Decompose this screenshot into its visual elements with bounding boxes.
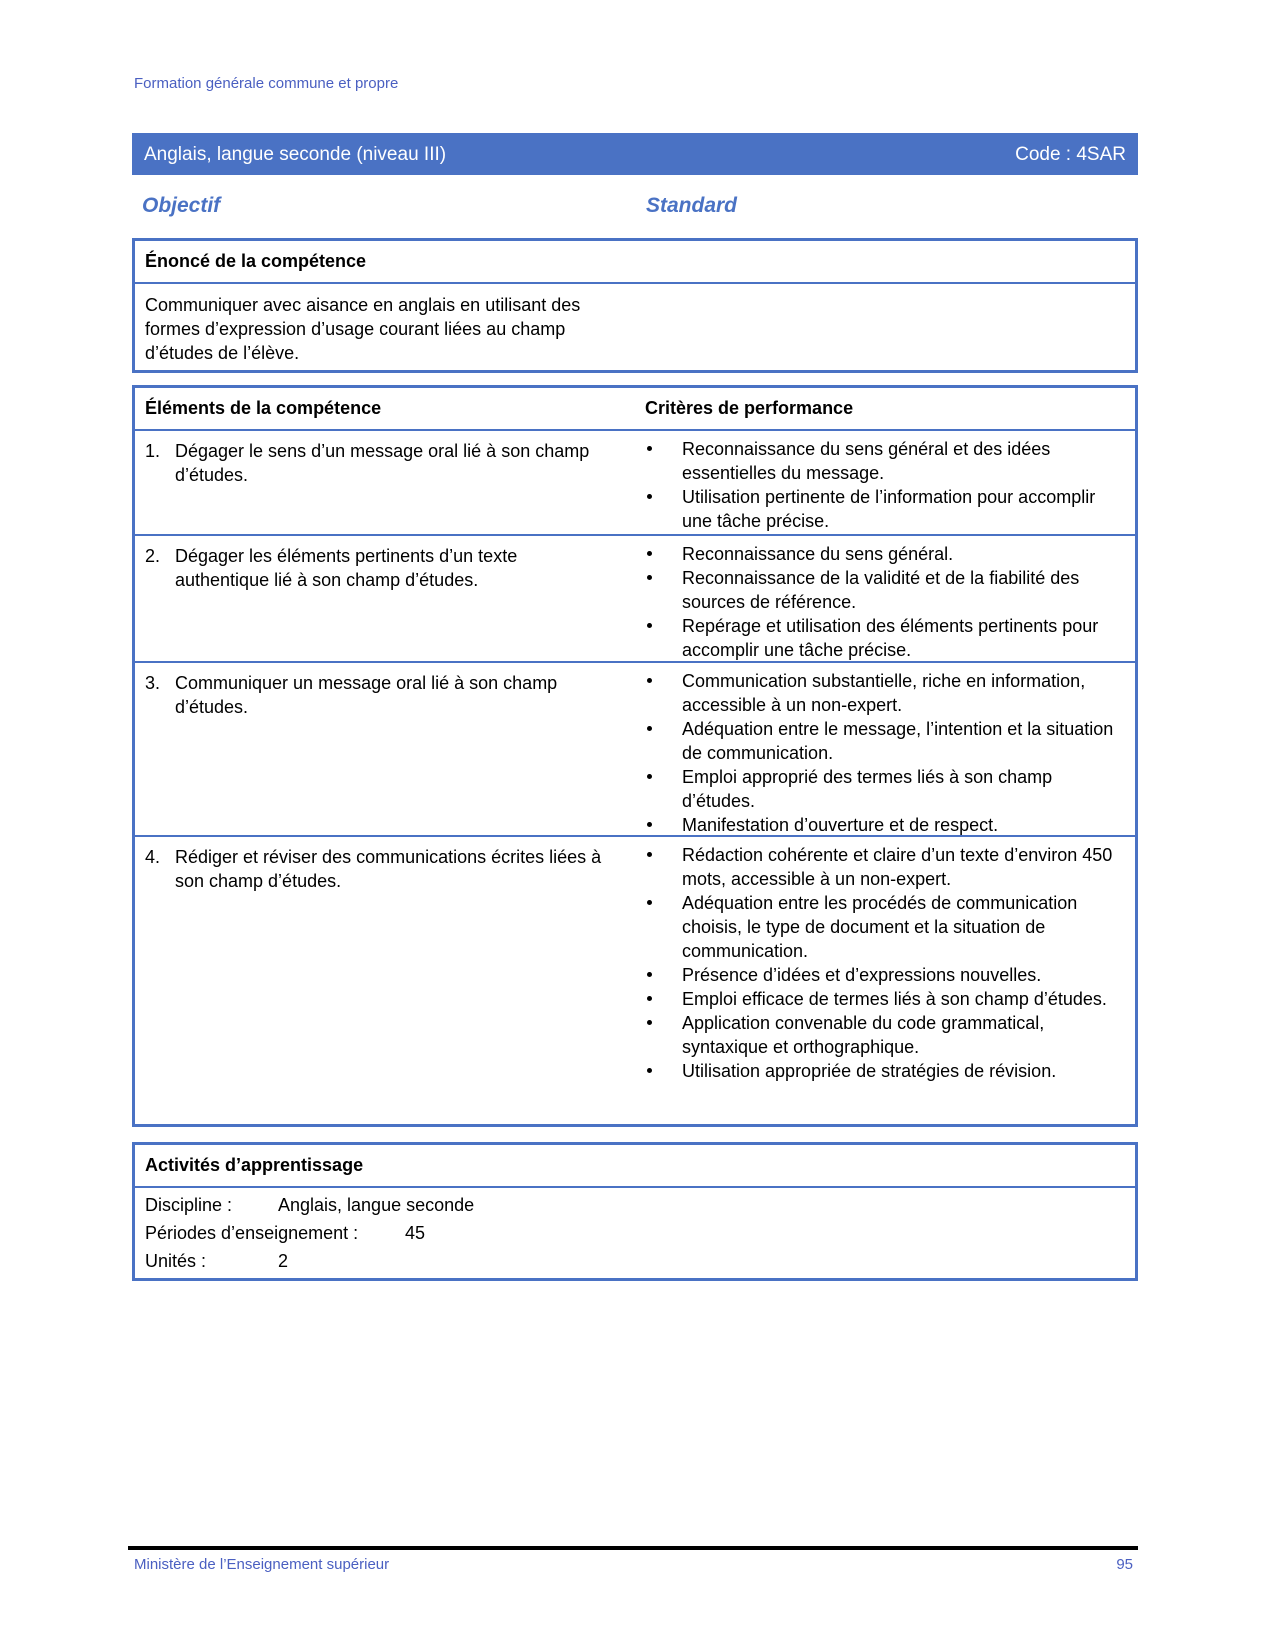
bullet-icon <box>647 575 652 580</box>
criterion-item <box>645 437 1125 485</box>
criterion-item <box>645 717 1125 765</box>
element-text: Communiquer un message oral lié à son champ d’études. <box>175 673 558 717</box>
element-row <box>135 431 1135 536</box>
element-text: Rédiger et réviser des communications écrites liées à son champ d’études. <box>175 847 602 891</box>
footer-ministry: Ministère de l’Enseignement supérieur <box>134 1556 390 1573</box>
criteria-list <box>645 437 1125 533</box>
footer-rule <box>128 1546 1138 1550</box>
page-number: 95 <box>1116 1556 1133 1573</box>
discipline-value: Anglais, langue seconde <box>278 1195 475 1215</box>
criterion-item <box>645 566 1125 614</box>
element-text: Dégager les éléments pertinents d’un texte authentique lié à son champ d’études. <box>175 546 518 590</box>
criterion-text: Emploi efficace de termes liés à son champ d’études. <box>682 989 1107 1009</box>
bullet-icon <box>647 678 652 683</box>
criterion-item <box>645 1059 1125 1083</box>
criterion-text: Rédaction cohérente et claire d’un texte d’environ 450 mots, accessible à un non-expert. <box>682 845 1113 889</box>
element-number: 4. <box>145 847 161 867</box>
bullet-icon <box>647 900 652 905</box>
element-number: 1. <box>145 441 161 461</box>
criterion-text: Reconnaissance de la validité et de la fiabilité des sources de référence. <box>682 568 1080 612</box>
elements-header <box>135 388 1135 431</box>
bullet-icon <box>647 623 652 628</box>
criterion-item <box>645 669 1125 717</box>
criteria-list <box>645 542 1125 662</box>
element-text: Dégager le sens d’un message oral lié à son champ d’études. <box>175 441 590 485</box>
criterion-item <box>645 1011 1125 1059</box>
criterion-text: Présence d’idées et d’expressions nouvelles. <box>682 965 1042 985</box>
criterion-item <box>645 843 1125 891</box>
criterion-item <box>645 987 1125 1011</box>
standard-label: Standard <box>646 194 738 217</box>
bullet-icon <box>647 726 652 731</box>
element-description <box>145 671 615 719</box>
objectif-label: Objectif <box>142 194 221 217</box>
unites-label: Unités : <box>145 1251 207 1271</box>
bullet-icon <box>647 852 652 857</box>
criterion-text: Manifestation d’ouverture et de respect. <box>682 815 999 835</box>
criterion-text: Utilisation pertinente de l’information pour accomplir une tâche précise. <box>682 487 1096 531</box>
criterion-text: Repérage et utilisation des éléments pertinents pour accomplir une tâche précise. <box>682 616 1099 660</box>
criteria-list <box>645 843 1125 1083</box>
element-description <box>145 439 615 487</box>
element-number: 2. <box>145 546 161 566</box>
criterion-item <box>645 485 1125 533</box>
element-description <box>145 544 615 592</box>
bullet-icon <box>647 774 652 779</box>
enonce-box <box>132 238 1138 373</box>
bullet-icon <box>647 822 652 827</box>
element-row <box>135 536 1135 663</box>
element-rows <box>135 431 1135 1114</box>
criterion-text: Application convenable du code grammatical, syntaxique et orthographique. <box>682 1013 1045 1057</box>
discipline-line <box>135 1191 1135 1219</box>
element-description <box>145 845 615 893</box>
unites-value: 2 <box>278 1251 289 1271</box>
activites-details <box>135 1188 1135 1275</box>
course-title-bar <box>132 133 1138 175</box>
running-header: Formation générale commune et propre <box>134 75 399 92</box>
criterion-text: Adéquation entre les procédés de communication choisis, le type de document et la situation de communication. <box>682 893 1078 961</box>
bullet-icon <box>647 1020 652 1025</box>
discipline-label: Discipline : <box>145 1195 233 1215</box>
bullet-icon <box>647 972 652 977</box>
criterion-item <box>645 963 1125 987</box>
criterion-text: Reconnaissance du sens général et des idées essentielles du message. <box>682 439 1051 483</box>
criterion-text: Communication substantielle, riche en information, accessible à un non-expert. <box>682 671 1086 715</box>
periodes-line <box>135 1219 1135 1247</box>
bullet-icon <box>647 446 652 451</box>
bullet-icon <box>647 494 652 499</box>
bullet-icon <box>647 1068 652 1073</box>
periodes-value: 45 <box>405 1223 426 1243</box>
criteria-heading: Critères de performance <box>645 398 854 418</box>
enonce-heading: Énoncé de la compétence <box>135 241 1135 284</box>
criterion-item <box>645 614 1125 662</box>
course-title: Anglais, langue seconde (niveau III) <box>144 144 447 165</box>
unites-line <box>135 1247 1135 1275</box>
course-code: Code : 4SAR <box>1015 144 1126 165</box>
element-number: 3. <box>145 673 161 693</box>
enonce-text: Communiquer avec aisance en anglais en utilisant des formes d’expression d’usage courant liées au champ d’études de l’élève. <box>145 295 581 363</box>
bullet-icon <box>647 551 652 556</box>
criterion-text: Emploi approprié des termes liés à son champ d’études. <box>682 767 1053 811</box>
criterion-text: Reconnaissance du sens général. <box>682 544 954 564</box>
criteria-list <box>645 669 1125 837</box>
criterion-item <box>645 765 1125 813</box>
activites-heading: Activités d’apprentissage <box>135 1145 1135 1188</box>
element-row <box>135 663 1135 837</box>
criterion-item <box>645 891 1125 963</box>
activites-box <box>132 1142 1138 1281</box>
elements-box <box>132 385 1138 1127</box>
criterion-item <box>645 542 1125 566</box>
criterion-text: Utilisation appropriée de stratégies de révision. <box>682 1061 1057 1081</box>
bullet-icon <box>647 996 652 1001</box>
criterion-item <box>645 813 1125 837</box>
criterion-text: Adéquation entre le message, l’intention et la situation de communication. <box>682 719 1114 763</box>
element-row <box>135 837 1135 1114</box>
periodes-label: Périodes d’enseignement : <box>145 1223 359 1243</box>
elements-heading: Éléments de la compétence <box>145 398 382 418</box>
